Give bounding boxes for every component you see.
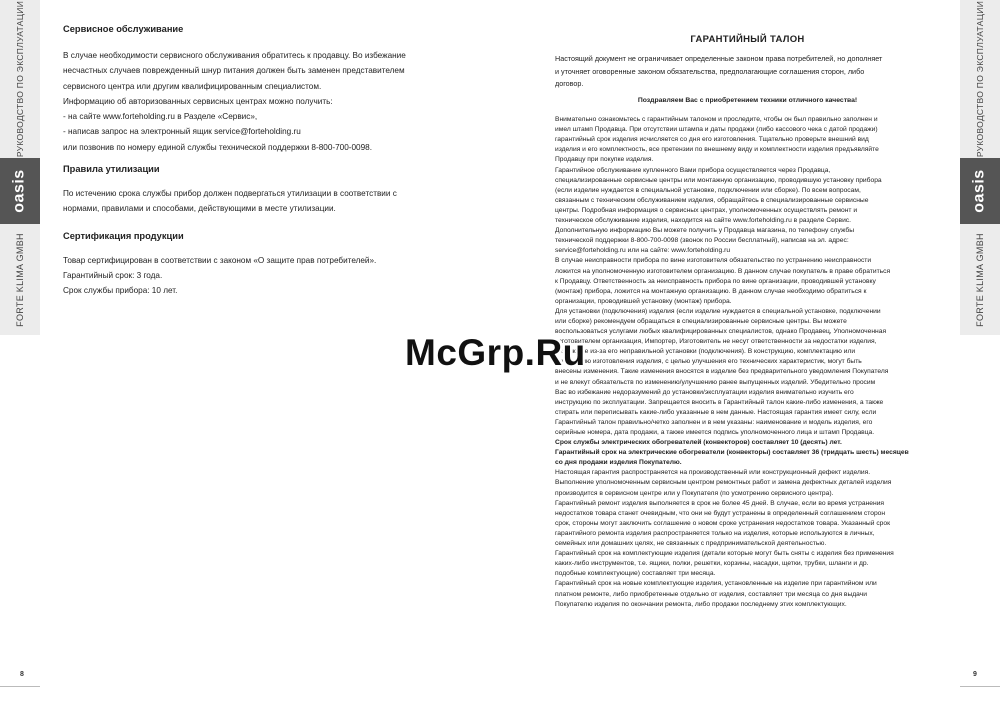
disposal-section xyxy=(63,162,443,217)
warranty-line: изготовителем организация, Импортер, Изготовитель не несут ответственности за недостатки изделия, xyxy=(555,338,877,346)
right-page xyxy=(555,34,940,610)
warranty-line: связанным с техническим обслуживанием изделия, обращайтесь в специализированные сервисные xyxy=(555,196,869,204)
warranty-line: производится в сервисном центре или у Покупателя (по усмотрению сервисного центра). xyxy=(555,489,834,497)
warranty-line: Дополнительную информацию Вы можете получить у Продавца магазина, по телефону службы xyxy=(555,227,855,235)
warranty-line: организации, проводившей установку (монтаж) прибора. xyxy=(555,297,732,305)
warranty-line: Гарантийное обслуживание купленного Вами прибора осуществляется через Продавца, xyxy=(555,166,831,174)
disposal-heading: Правила утилизации xyxy=(63,164,160,175)
paragraph-line: Товар сертифицирован в соответствии с законом «О защите прав потребителей». xyxy=(63,255,377,265)
warranty-line: Настоящая гарантия распространяется на производственный или конструкционный дефект изделия. xyxy=(555,469,871,477)
paragraph-line: По истечению срока службы прибор должен подвергаться утилизации в соответствии с xyxy=(63,189,397,199)
warranty-line: Покупателю изделия по окончании ремонта, либо продажи последнему этих комплектующих. xyxy=(555,600,847,608)
left-side-tab xyxy=(0,0,40,335)
warranty-line: service@forteholding.ru или на сайте: www.forteholding.ru xyxy=(555,247,731,255)
warranty-line: платном ремонте, либо приобретенные отдельно от изделия, составляет три месяца со дня выдачи xyxy=(555,590,867,598)
warranty-line: семейных или домашних целях, не связанных с предпринимательской деятельностью. xyxy=(555,540,827,548)
warranty-line: Продавцу при покупке изделия. xyxy=(555,156,654,164)
warranty-line: имел штамп Продавца. При отсутствии штампа и даты продажи (либо кассового чека с датой продажи) xyxy=(555,126,878,134)
warranty-line: технологию изготовления изделия, с целью улучшения его технических характеристик, могут быть xyxy=(555,358,862,366)
watermark: McGrp.Ru xyxy=(405,332,586,373)
warranty-line: (монтаж) прибора, ложится на монтажную организацию. В данном случае необходимо обратиться к xyxy=(555,287,867,295)
manual-label: РУКОВОДСТВО ПО ЭКСПЛУАТАЦИИ xyxy=(975,0,986,158)
paragraph-line: Срок службы прибора: 10 лет. xyxy=(63,286,178,296)
warranty-line: Внимательно ознакомьтесь с гарантийным талоном и проследите, чтобы он был правильно заполнен и xyxy=(555,116,878,124)
warranty-line: подобные комплектующие) составляет три месяца. xyxy=(555,570,716,578)
warranty-line: В случае неисправности прибора по вине изготовителя обязательство по устранению неисправности xyxy=(555,257,872,265)
warranty-line: технической поддержки 8-800-700-0098 (звонок по России бесплатный), написав на эл. адрес: xyxy=(555,237,849,245)
paragraph-line: несчастных случаев поврежденный шнур питания должен быть заменен представителем xyxy=(63,66,405,76)
warranty-line: инструкцию по эксплуатации. Запрещается вносить в Гарантийный талон какие-либо изменения, а также xyxy=(555,398,884,406)
paragraph-line: - написав запрос на электронный ящик service@forteholding.ru xyxy=(63,127,301,137)
warranty-line: техническое обслуживание изделия, находится на сайте www.forteholding.ru в разделе Сервис. xyxy=(555,217,852,225)
bottom-rule-left xyxy=(0,686,40,687)
paragraph-line: - на сайте www.forteholding.ru в Разделе «Сервис», xyxy=(63,112,258,122)
warranty-line: внесены изменения. Такие изменения вносятся в изделие без предварительного уведомления Покупателя xyxy=(555,368,889,376)
warranty-line: серийные номера, дата продажи, а также имеется подпись уполномоченного лица и штамп Продавца. xyxy=(555,429,875,437)
paragraph-line: нормами, правилами и способами, действующими в месте утилизации. xyxy=(63,204,336,214)
left-page xyxy=(63,22,443,299)
intro-line: договор. xyxy=(555,79,584,89)
warranty-line: со дня продажи изделия Покупателю. xyxy=(555,459,682,467)
warranty-line: изделия и его комплектность, все претензии по внешнему виду и комплектности изделия предъявляйте xyxy=(555,146,879,154)
service-section xyxy=(63,22,443,155)
manual-label: РУКОВОДСТВО ПО ЭКСПЛУАТАЦИИ xyxy=(15,0,26,158)
page-number-right: 9 xyxy=(973,671,977,678)
warranty-line: ложится на уполномоченную изготовителем организацию. В данном случае покупатель в праве обратиться xyxy=(555,267,891,275)
warranty-line: Выполнение уполномоченным сервисным центром ремонтных работ и замена дефектных деталей изделия xyxy=(555,479,892,487)
warranty-line: гарантийного ремонта изделия распространяется только на изделия, которые используются в личных, xyxy=(555,529,875,537)
warranty-line: Вас во избежание недоразумений до установки/эксплуатации изделия внимательно изучить его xyxy=(555,388,854,396)
warranty-line: Гарантийный талон правильно/четко заполнен и в нем указаны: наименование и модель изделия, его xyxy=(555,418,873,426)
warranty-line: воспользоваться услугами любых квалифицированных специалистов, однако Продавец, Уполномоченная xyxy=(555,328,887,336)
warranty-line: Гарантийный ремонт изделия выполняется в срок не более 45 дней. В случае, если во время устранения xyxy=(555,499,885,507)
service-heading: Сервисное обслуживание xyxy=(63,24,184,34)
warranty-line: Гарантийный срок на новые комплектующие изделия, установленные на изделие при гарантийном или xyxy=(555,580,877,588)
paragraph-line: Информацию об авторизованных сервисных центрах можно получить: xyxy=(63,96,333,106)
warranty-line: стирать или переписывать какие-либо указанные в нем данные. Настоящая гарантия имеет силу, если xyxy=(555,408,877,416)
paragraph-line: или позвонив по номеру единой службы технической поддержки 8-800-700-0098. xyxy=(63,142,372,152)
bottom-rule-right xyxy=(960,686,1000,687)
warranty-line: Срок службы электрических обогревателей (конвекторов) составляет 10 (десять) лет. xyxy=(555,439,842,447)
warranty-line: Гарантийный срок на комплектующие изделия (детали которые могут быть сняты с изделия без применения xyxy=(555,550,894,558)
company-label: FORTE KLIMA GMBH xyxy=(975,232,985,327)
warranty-line: возникшие из-за его неправильной установки (подключения). В конструкцию, комплектацию или xyxy=(555,348,856,356)
company-label: FORTE KLIMA GMBH xyxy=(15,232,25,327)
warranty-intro xyxy=(555,53,940,91)
warranty-line: Для установки (подключения) изделия (если изделие нуждается в специальной установке, подключении xyxy=(555,307,881,315)
paragraph-line: Гарантийный срок: 3 года. xyxy=(63,270,163,280)
warranty-line: к Продавцу. Ответственность за неисправность прибора по вине организации, проводившей установку xyxy=(555,277,876,285)
warranty-line: срок, стороны могут заключить соглашение о новом сроке устранения недостатков товара. Указанный срок xyxy=(555,519,891,527)
warranty-line: гарантийный срок изделия исчисляется со дня его изготовления. Тщательно проверьте внешний вид xyxy=(555,136,869,144)
warranty-line: и не влекут обязательств по изменению/улучшению ранее выпущенных изделий. Убедительно просим xyxy=(555,378,876,386)
warranty-body xyxy=(555,115,940,610)
warranty-line: Гарантийный срок на электрические обогреватели (конвекторы) составляет 36 (тридцать шесть) месяцев xyxy=(555,449,909,457)
paragraph-line: сервисного центра или другим квалифицированным специалистом. xyxy=(63,81,322,91)
warranty-line: или сборке) рекомендуем обращаться в специализированные сервисные центры. Вы можете xyxy=(555,317,847,325)
intro-line: и уточняет оговоренные законом обязательства, предполагающие соглашения сторон, либо xyxy=(555,66,865,76)
congrats-heading: Поздравляем Вас с приобретением техники отличного качества! xyxy=(637,97,858,105)
brand-logo: oasis xyxy=(971,169,989,213)
warranty-line: каких-либо инструментов, т.е. ящики, полки, решетки, корзины, насадки, щетки, трубки, шланги и др. xyxy=(555,560,869,568)
warranty-title: ГАРАНТИЙНЫЙ ТАЛОН xyxy=(690,34,805,45)
brand-logo: oasis xyxy=(11,169,29,213)
warranty-line: специализированные сервисные центры или монтажную организацию, проводившую установку прибора xyxy=(555,176,882,184)
warranty-line: центры. Подробная информация о сервисных центрах, уполномоченных осуществлять ремонт и xyxy=(555,206,858,214)
paragraph-line: В случае необходимости сервисного обслуживания обратитесь к продавцу. Во избежание xyxy=(63,51,406,60)
right-side-tab xyxy=(960,0,1000,335)
certification-section xyxy=(63,229,443,299)
page-number-left: 8 xyxy=(20,671,24,678)
warranty-line: недостатков товара станет очевидным, что они не будут устранены в определенный соглашением сторон xyxy=(555,509,886,517)
warranty-line: (если изделие нуждается в специальной установке, подключении или сборке). По всем вопросам, xyxy=(555,186,861,194)
certification-heading: Сертификация продукции xyxy=(63,230,184,241)
intro-line: Настоящий документ не ограничивает определенные законом права потребителей, но дополняет xyxy=(555,54,883,63)
